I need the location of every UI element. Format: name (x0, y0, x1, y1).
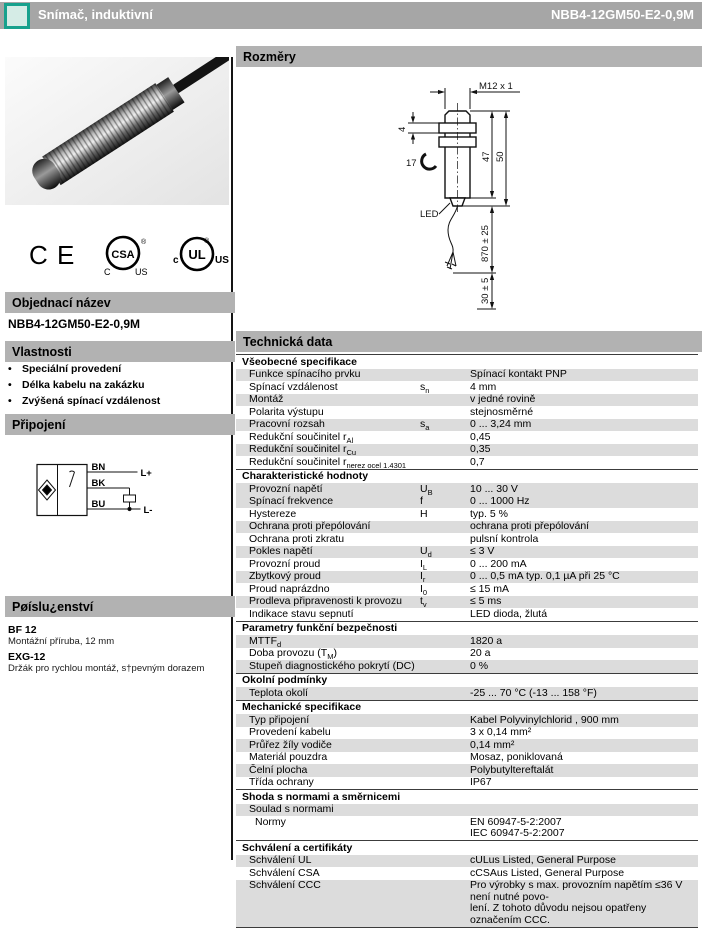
csa-logo (104, 237, 148, 277)
row-label: Spínací vzdálenost (249, 380, 338, 393)
row-symbol (420, 609, 470, 621)
column-divider (231, 57, 233, 860)
table-row (236, 381, 698, 394)
row-value: 4 mm (470, 380, 497, 393)
table-row (236, 880, 698, 927)
features-list (8, 364, 160, 412)
row-symbol: H (420, 507, 428, 520)
ul-logo (173, 237, 229, 270)
row-symbol (420, 868, 470, 880)
table-row (236, 583, 698, 596)
row-symbol (420, 727, 470, 739)
table-section-header: Charakteristické hodnoty (236, 469, 698, 484)
table-row (236, 444, 698, 457)
accessory-desc: Držák pro rychlou montáž, s†pevným dorazem (8, 663, 205, 674)
table-row (236, 571, 698, 584)
row-symbol (420, 394, 470, 406)
svg-text:C E: C E (29, 240, 76, 270)
row-symbol (420, 457, 470, 469)
section-header-order: Objednací název (5, 292, 235, 313)
row-label: Ochrana proti přepólování (249, 520, 371, 532)
row-symbol (420, 715, 470, 727)
row-label: Indikace stavu sepnutí (249, 607, 354, 620)
table-row (236, 369, 698, 382)
row-symbol: f (420, 495, 423, 507)
row-label: Provedení kabelu (249, 726, 331, 738)
feature-item: • Délka kabelu na zakázku (8, 379, 145, 391)
row-label: Proud naprázdno (249, 582, 330, 595)
table-row (236, 867, 698, 880)
product-code-header: NBB4-12GM50-E2-0,9M (550, 7, 694, 22)
row-value: -25 ... 70 °C (-13 ... 158 °F) (470, 686, 597, 699)
table-row (236, 635, 698, 648)
row-value: 0,35 (470, 443, 491, 455)
tech-table (236, 354, 698, 928)
row-label: Teplota okolí (249, 686, 308, 699)
table-row (236, 752, 698, 765)
table-row (236, 596, 698, 609)
row-value: EN 60947-5-2:2007 IEC 60947-5-2:2007 (470, 815, 565, 839)
section-header-accessories: Pøíslu¿enství (5, 596, 235, 617)
table-row (236, 406, 698, 419)
row-symbol: $U_B$ (420, 482, 433, 497)
table-row (236, 816, 698, 840)
row-label: Redukční součinitel $r_{Al}$ (249, 430, 354, 445)
brand-square-icon (4, 3, 30, 29)
accessory-name: BF 12 (8, 624, 37, 636)
row-value: 20 a (470, 647, 491, 659)
dim-tail: 30 ± 5 (480, 277, 491, 304)
table-row (236, 727, 698, 740)
row-value: cCSAus Listed, General Purpose (470, 866, 625, 879)
dim-wrench-size: 17 (406, 158, 417, 169)
row-symbol (420, 636, 470, 648)
page-title: Snímač, induktivní (38, 7, 153, 22)
section-header-dimensions: Rozměry (236, 46, 702, 67)
table-row (236, 648, 698, 661)
row-symbol (420, 880, 470, 926)
row-value: 0 ... 1000 Hz (470, 495, 530, 507)
row-value: stejnosměrné (470, 405, 534, 418)
row-label: Soulad s normami (249, 803, 334, 815)
row-symbol (420, 444, 470, 456)
led-label: LED (420, 209, 439, 220)
row-symbol: $I_r$ (420, 570, 426, 585)
table-row (236, 608, 698, 621)
row-label: Třída ochrany (249, 776, 314, 788)
svg-text:US: US (135, 267, 148, 277)
table-row (236, 558, 698, 571)
table-section-header: Okolní podmínky (236, 673, 698, 688)
table-row (236, 804, 698, 817)
row-label: $MTTF_d$ (249, 634, 282, 649)
section-header-connection: Připojení (5, 414, 235, 435)
row-symbol: $U_d$ (420, 545, 432, 560)
table-row (236, 456, 698, 469)
row-symbol (420, 648, 470, 660)
table-row (236, 546, 698, 559)
row-value: IP67 (470, 776, 492, 788)
row-label: Materiál pouzdra (249, 751, 328, 763)
row-value: LED dioda, žlutá (470, 607, 548, 620)
row-symbol: $s_n$ (420, 380, 430, 395)
row-label: Polarita výstupu (249, 405, 324, 418)
accessory-desc: Montážní příruba, 12 mm (8, 636, 115, 647)
svg-text:®: ® (141, 239, 147, 246)
row-label: Normy (255, 815, 286, 828)
section-header-tech: Technická data (236, 331, 702, 352)
row-value: 0 % (470, 659, 489, 672)
row-value: cULus Listed, General Purpose (470, 854, 616, 866)
table-row (236, 739, 698, 752)
row-symbol (420, 534, 470, 546)
svg-text:UL: UL (188, 247, 206, 262)
row-label: Typ připojení (249, 713, 310, 726)
dim-body-length: 47 (481, 151, 492, 162)
row-symbol (420, 740, 470, 752)
table-section-header: Parametry funkční bezpečnosti (236, 621, 698, 636)
row-value: 0 ... 3,24 mm (470, 418, 532, 430)
row-value: ≤ 5 ms (470, 595, 502, 607)
section-header-features: Vlastnosti (5, 341, 235, 362)
row-value: ≤ 15 mA (470, 582, 510, 595)
row-value: 0,45 (470, 430, 491, 443)
row-value: 10 ... 30 V (470, 482, 518, 495)
row-label: Stupeň diagnostického pokrytí (DC) (249, 659, 415, 672)
row-label: Pracovní rozsah (249, 418, 325, 430)
row-value: 0 ... 200 mA (470, 557, 527, 570)
row-label: Redukční součinitel $r_{nerez ocel 1.4301}$ (249, 455, 407, 470)
row-symbol (420, 407, 470, 419)
row-symbol (420, 688, 470, 700)
feature-item: • Zvýšená spínací vzdálenost (8, 395, 161, 407)
row-label: Redukční součinitel $r_{Cu}$ (249, 443, 357, 458)
row-label: Čelní plocha (249, 763, 308, 776)
table-section-header: Mechanické specifikace (236, 700, 698, 715)
row-value: Kabel Polyvinylchlorid , 900 mm (470, 713, 619, 726)
order-code: NBB4-12GM50-E2-0,9M (8, 317, 141, 331)
row-value: v jedné rovině (470, 393, 536, 405)
table-row (236, 521, 698, 534)
svg-text:®: ® (204, 238, 210, 245)
row-value: ochrana proti přepólování (470, 520, 590, 532)
wire-label-lminus: L- (143, 505, 153, 516)
row-symbol (420, 765, 470, 777)
table-row (236, 508, 698, 521)
svg-text:CSA: CSA (111, 249, 135, 261)
table-row (236, 660, 698, 673)
dimension-drawing (392, 76, 572, 324)
svg-text:C: C (104, 267, 111, 277)
accessories-list (8, 621, 204, 677)
table-row (236, 419, 698, 432)
feature-item: • Speciální provedení (8, 363, 122, 375)
row-label: Provozní napětí (249, 482, 323, 495)
row-symbol (420, 804, 470, 816)
row-value: 3 x 0,14 mm² (470, 726, 532, 738)
row-value: Polybutyltereftalát (470, 763, 554, 776)
row-value: ≤ 3 V (470, 545, 495, 557)
row-label: Hystereze (249, 507, 297, 520)
row-symbol (420, 777, 470, 789)
row-label: Zbytkový proud (249, 570, 321, 582)
row-label: Ochrana proti zkratu (249, 532, 345, 545)
table-section-header: Všeobecné specifikace (236, 354, 698, 369)
row-label: Schválení CSA (249, 866, 320, 879)
row-label: Schválení UL (249, 854, 312, 866)
row-label: Prodleva připravenosti k provozu (249, 595, 402, 607)
row-value: Pro výrobky s max. provozním napětím ≤36 V není nutné povo- lení. Z tohoto důvodu nejsou opatřeny označením CCC. (470, 879, 683, 926)
table-row (236, 496, 698, 509)
svg-text:c: c (173, 255, 179, 266)
table-row (236, 483, 698, 496)
row-label: Spínací frekvence (249, 495, 334, 507)
row-symbol (420, 752, 470, 764)
row-label: Funkce spínacího prvku (249, 368, 361, 380)
wire-label-bk: BK (91, 478, 106, 489)
dim-thread: M12 x 1 (479, 81, 513, 92)
dim-nut: 4 (397, 126, 408, 132)
row-symbol: $I_L$ (420, 557, 428, 572)
row-symbol: $s_a$ (420, 418, 430, 433)
row-label: Doba provozu $(T_M)$ (249, 647, 337, 662)
table-row (236, 431, 698, 444)
table-row (236, 714, 698, 727)
row-label: Montáž (249, 393, 284, 405)
row-value: pulsní kontrola (470, 532, 539, 545)
svg-text:US: US (215, 255, 229, 266)
row-symbol (420, 432, 470, 444)
row-symbol: $I_0$ (420, 582, 428, 597)
table-row (236, 687, 698, 700)
wire-label-lplus: L+ (140, 468, 152, 479)
table-section-header: Shoda s normami a směrnicemi (236, 789, 698, 804)
row-symbol (420, 369, 470, 381)
ce-logo (29, 240, 75, 270)
wire-label-bu: BU (91, 499, 106, 510)
row-value: Mosaz, poniklovaná (470, 751, 563, 763)
row-symbol (420, 661, 470, 673)
table-section-header: Schválení a certifikáty (236, 840, 698, 855)
table-row (236, 777, 698, 790)
row-symbol: $t_v$ (420, 595, 427, 610)
row-label: Provozní proud (249, 557, 321, 570)
table-row (236, 533, 698, 546)
row-label: Průřez žíly vodiče (249, 738, 332, 751)
row-symbol (420, 817, 470, 840)
product-photo (5, 57, 229, 205)
row-value: Spínací kontakt PNP (470, 368, 567, 380)
row-value: 0 ... 0,5 mA typ. 0,1 µA při 25 °C (470, 570, 620, 582)
row-value: 0,7 (470, 455, 485, 468)
row-value: typ. 5 % (470, 507, 508, 520)
accessory-name: EXG-12 (8, 651, 46, 663)
wiring-diagram (9, 463, 189, 523)
dim-cable-length: 870 ± 25 (480, 225, 491, 262)
row-value (470, 804, 698, 816)
row-value: 1820 a (470, 634, 503, 647)
row-value: 0,14 mm² (470, 738, 515, 751)
row-label: Pokles napětí (249, 545, 313, 557)
wire-label-bn: BN (91, 463, 106, 473)
row-label: Schválení CCC (249, 879, 321, 891)
table-row (236, 764, 698, 777)
table-row (236, 394, 698, 407)
table-row (236, 855, 698, 868)
dim-total-length: 50 (495, 151, 506, 162)
row-symbol (420, 521, 470, 533)
